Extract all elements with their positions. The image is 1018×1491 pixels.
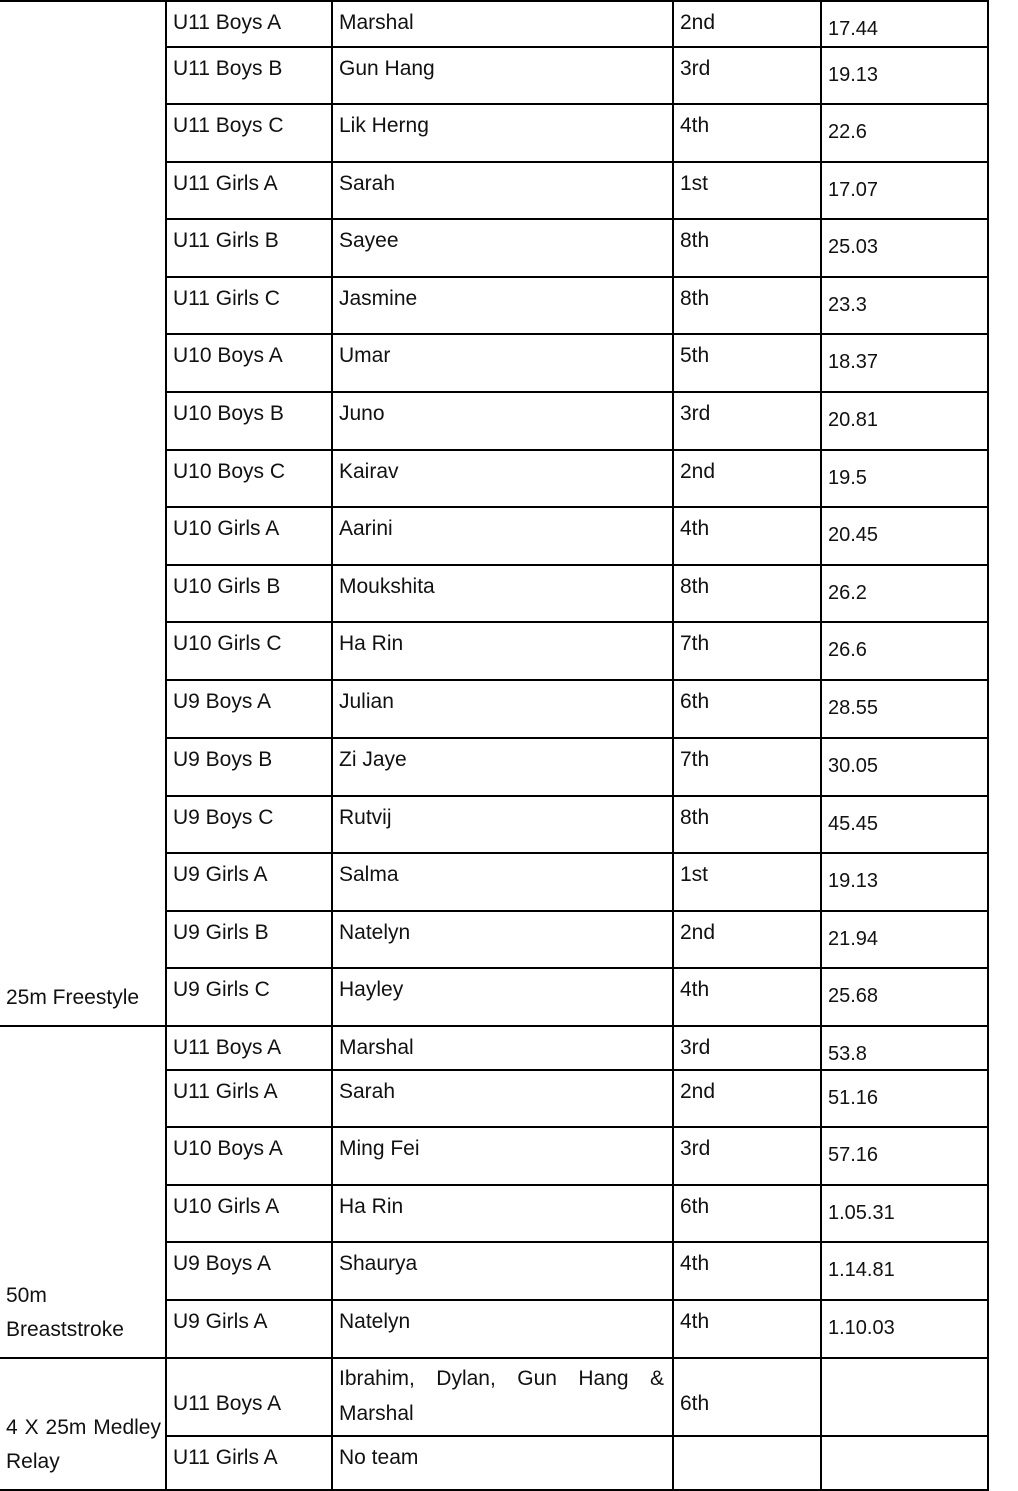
time-cell: 53.8 [821,1026,988,1070]
category-cell: U11 Boys A [166,1026,332,1070]
place-cell: 7th [673,622,821,680]
place-cell: 3rd [673,47,821,104]
place-cell: 4th [673,1300,821,1358]
category-cell: U9 Boys A [166,1242,332,1300]
swimmer-cell: Jasmine [332,277,673,334]
place-cell: 8th [673,796,821,853]
swimmer-cell: Ibrahim, Dylan, Gun Hang & Marshal [332,1358,673,1436]
category-cell: U11 Girls B [166,219,332,277]
swimmer-cell: Zi Jaye [332,738,673,796]
time-cell: 19.5 [821,450,988,507]
time-cell [821,1436,988,1490]
place-cell: 3rd [673,1127,821,1185]
event-name: 50m Breaststroke [0,1026,166,1358]
swimmer-cell: Rutvij [332,796,673,853]
time-cell: 1.14.81 [821,1242,988,1300]
place-cell: 3rd [673,392,821,450]
category-cell: U10 Boys A [166,1127,332,1185]
time-cell: 45.45 [821,796,988,853]
time-cell: 17.07 [821,162,988,219]
category-cell: U11 Boys A [166,1,332,47]
event-name: 4 X 25m Medley Relay [0,1358,166,1490]
place-cell: 6th [673,1358,821,1436]
category-cell: U9 Boys B [166,738,332,796]
time-cell: 19.13 [821,853,988,911]
swimmer-cell: Shaurya [332,1242,673,1300]
category-cell: U9 Girls A [166,1300,332,1358]
time-cell: 28.55 [821,680,988,738]
swimmer-cell: Sarah [332,162,673,219]
category-cell: U11 Girls A [166,1070,332,1127]
swimmer-cell: Kairav [332,450,673,507]
category-cell: U9 Girls C [166,968,332,1026]
time-cell: 19.13 [821,47,988,104]
swimmer-cell: Natelyn [332,911,673,968]
table-row [0,1,988,47]
swimmer-cell: Julian [332,680,673,738]
time-cell: 17.44 [821,1,988,47]
place-cell: 5th [673,334,821,392]
time-cell: 26.6 [821,622,988,680]
time-cell: 25.03 [821,219,988,277]
place-cell: 2nd [673,1,821,47]
swimmer-cell: Sarah [332,1070,673,1127]
place-cell: 7th [673,738,821,796]
category-cell: U11 Girls C [166,277,332,334]
category-cell: U11 Girls A [166,162,332,219]
category-cell: U11 Boys C [166,104,332,162]
place-cell: 6th [673,1185,821,1242]
time-cell: 22.6 [821,104,988,162]
swimmer-cell: No team [332,1436,673,1490]
time-cell: 25.68 [821,968,988,1026]
category-cell: U9 Girls B [166,911,332,968]
swimmer-cell: Marshal [332,1026,673,1070]
event-name: 25m Freestyle [0,1,166,1026]
category-cell: U9 Boys A [166,680,332,738]
results-body [0,1,988,1490]
place-cell: 8th [673,219,821,277]
category-cell: U11 Girls A [166,1436,332,1490]
time-cell [821,1358,988,1436]
category-cell: U10 Boys A [166,334,332,392]
place-cell: 2nd [673,450,821,507]
place-cell: 4th [673,1242,821,1300]
place-cell: 4th [673,507,821,565]
time-cell: 51.16 [821,1070,988,1127]
swimmer-cell: Juno [332,392,673,450]
place-cell: 8th [673,565,821,622]
swimmer-cell: Lik Herng [332,104,673,162]
swimmer-cell: Ha Rin [332,622,673,680]
place-cell: 6th [673,680,821,738]
category-cell: U10 Girls A [166,1185,332,1242]
place-cell: 8th [673,277,821,334]
place-cell: 1st [673,853,821,911]
place-cell: 4th [673,104,821,162]
category-cell: U10 Girls C [166,622,332,680]
swimmer-cell: Salma [332,853,673,911]
swimmer-cell: Ha Rin [332,1185,673,1242]
time-cell: 26.2 [821,565,988,622]
table-row [0,1026,988,1070]
category-cell: U11 Boys A [166,1358,332,1436]
category-cell: U10 Girls B [166,565,332,622]
table-row [0,1358,988,1436]
time-cell: 21.94 [821,911,988,968]
time-cell: 1.05.31 [821,1185,988,1242]
time-cell: 1.10.03 [821,1300,988,1358]
place-cell: 2nd [673,911,821,968]
category-cell: U9 Boys C [166,796,332,853]
swimmer-cell: Hayley [332,968,673,1026]
place-cell: 3rd [673,1026,821,1070]
swimmer-cell: Gun Hang [332,47,673,104]
swimmer-cell: Marshal [332,1,673,47]
time-cell: 23.3 [821,277,988,334]
category-cell: U11 Boys B [166,47,332,104]
swimmer-cell: Ming Fei [332,1127,673,1185]
swimmer-cell: Umar [332,334,673,392]
swimmer-cell: Sayee [332,219,673,277]
time-cell: 18.37 [821,334,988,392]
time-cell: 57.16 [821,1127,988,1185]
time-cell: 20.45 [821,507,988,565]
time-cell: 30.05 [821,738,988,796]
category-cell: U10 Boys C [166,450,332,507]
time-cell: 20.81 [821,392,988,450]
category-cell: U10 Boys B [166,392,332,450]
place-cell: 4th [673,968,821,1026]
category-cell: U10 Girls A [166,507,332,565]
swimmer-cell: Moukshita [332,565,673,622]
place-cell [673,1436,821,1490]
swimmer-cell: Aarini [332,507,673,565]
place-cell: 2nd [673,1070,821,1127]
swimmer-cell: Natelyn [332,1300,673,1358]
place-cell: 1st [673,162,821,219]
category-cell: U9 Girls A [166,853,332,911]
